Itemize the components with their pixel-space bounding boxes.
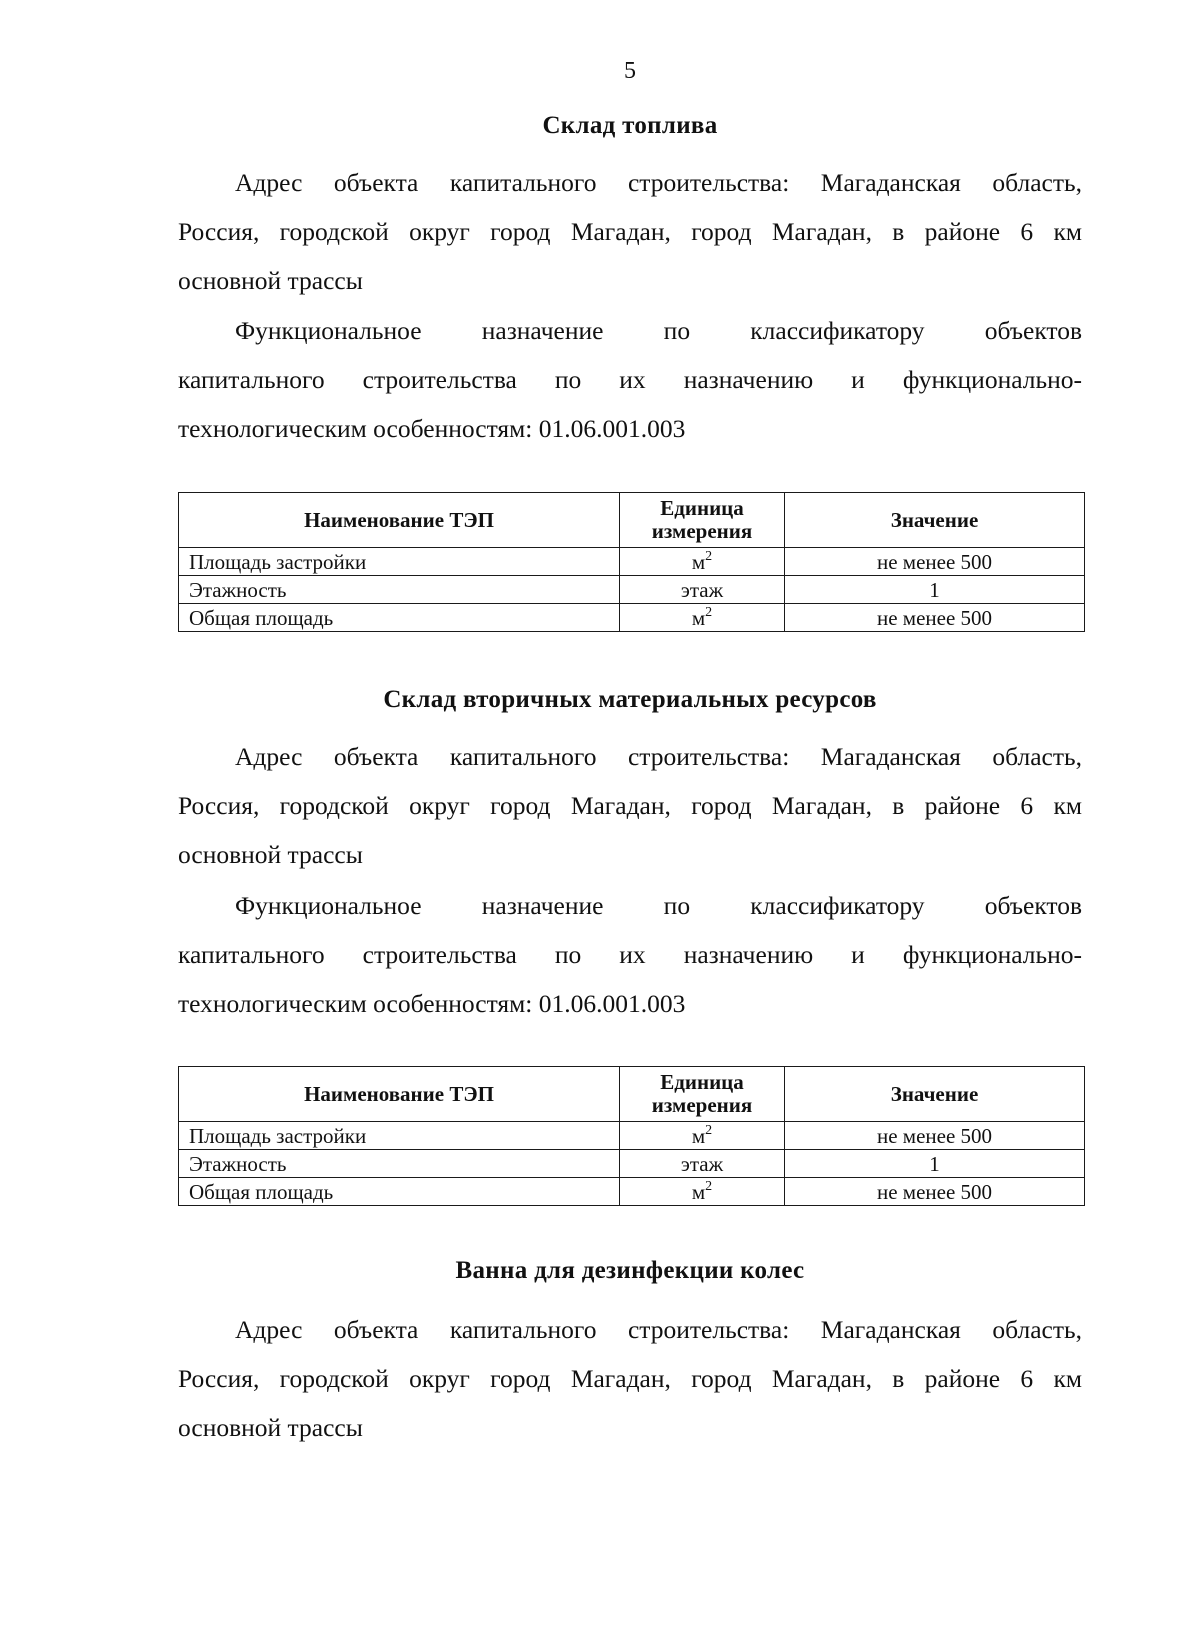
- cell-value: не менее 500: [785, 1122, 1085, 1150]
- paragraph-line: Россия, городской округ город Магадан, город Магадан, в районе 6 км: [178, 791, 1082, 820]
- paragraph-line: технологическим особенностям: 01.06.001.003: [178, 989, 686, 1018]
- address-paragraph: [178, 1305, 1082, 1452]
- section-title: Ванна для дезинфекции колес: [455, 1257, 805, 1284]
- unit-superscript: 2: [705, 548, 713, 564]
- section-title: Склад топлива: [542, 112, 718, 139]
- paragraph-line: Адрес объекта капитального строительства: Магаданская область,: [235, 1315, 1082, 1344]
- header-unit: Единица измерения: [620, 493, 785, 548]
- paragraph-line: Функциональное назначение по классификатору объектов: [235, 316, 1082, 345]
- table-row: [179, 1122, 1085, 1150]
- cell-value: не менее 500: [785, 604, 1085, 632]
- unit-superscript: 2: [705, 604, 713, 620]
- table-row: [179, 1178, 1085, 1206]
- header-unit: Единица измерения: [620, 1067, 785, 1122]
- paragraph-line: основной трассы: [178, 840, 363, 869]
- paragraph-line: основной трассы: [178, 1413, 363, 1442]
- section-title: Склад вторичных материальных ресурсов: [383, 686, 877, 713]
- table-header-row: [179, 493, 1085, 548]
- paragraph-line: Функциональное назначение по классификатору объектов: [235, 891, 1082, 920]
- header-name: Наименование ТЭП: [179, 493, 620, 548]
- table-row: [179, 604, 1085, 632]
- cell-name: Общая площадь: [179, 604, 620, 632]
- table-row: [179, 576, 1085, 604]
- paragraph-line: Россия, городской округ город Магадан, город Магадан, в районе 6 км: [178, 1364, 1082, 1393]
- cell-value: не менее 500: [785, 548, 1085, 576]
- cell-value: 1: [785, 576, 1085, 604]
- unit-text: этаж: [680, 577, 724, 602]
- function-paragraph: [178, 306, 1082, 453]
- table-header-row: [179, 1067, 1085, 1122]
- address-paragraph: [178, 158, 1082, 305]
- paragraph-line: Адрес объекта капитального строительства: Магаданская область,: [235, 168, 1082, 197]
- unit-text: м: [691, 605, 706, 630]
- header-value: Значение: [785, 493, 1085, 548]
- address-paragraph: [178, 732, 1082, 879]
- unit-superscript: 2: [705, 1122, 713, 1138]
- header-value: Значение: [785, 1067, 1085, 1122]
- cell-name: Площадь застройки: [179, 1122, 620, 1150]
- cell-unit: [620, 1150, 785, 1178]
- tep-table: [178, 1066, 1085, 1206]
- cell-unit: [620, 548, 785, 576]
- table-row: [179, 548, 1085, 576]
- paragraph-line: Адрес объекта капитального строительства: Магаданская область,: [235, 742, 1082, 771]
- cell-name: Этажность: [179, 1150, 620, 1178]
- tep-table: [178, 492, 1085, 632]
- table-row: [179, 1150, 1085, 1178]
- unit-superscript: 2: [705, 1178, 713, 1194]
- cell-name: Этажность: [179, 576, 620, 604]
- header-name: Наименование ТЭП: [179, 1067, 620, 1122]
- paragraph-line: капитального строительства по их назначению и функционально-: [178, 940, 1082, 969]
- unit-text: м: [691, 1123, 706, 1148]
- page-number: 5: [624, 58, 636, 84]
- cell-unit: [620, 576, 785, 604]
- unit-text: м: [691, 549, 706, 574]
- paragraph-line: основной трассы: [178, 266, 363, 295]
- paragraph-line: технологическим особенностям: 01.06.001.003: [178, 414, 686, 443]
- cell-name: Общая площадь: [179, 1178, 620, 1206]
- cell-unit: [620, 1178, 785, 1206]
- unit-text: этаж: [680, 1151, 724, 1176]
- cell-name: Площадь застройки: [179, 548, 620, 576]
- cell-value: 1: [785, 1150, 1085, 1178]
- function-paragraph: [178, 881, 1082, 1028]
- unit-text: м: [691, 1179, 706, 1204]
- cell-unit: [620, 1122, 785, 1150]
- cell-unit: [620, 604, 785, 632]
- cell-value: не менее 500: [785, 1178, 1085, 1206]
- paragraph-line: капитального строительства по их назначению и функционально-: [178, 365, 1082, 394]
- paragraph-line: Россия, городской округ город Магадан, город Магадан, в районе 6 км: [178, 217, 1082, 246]
